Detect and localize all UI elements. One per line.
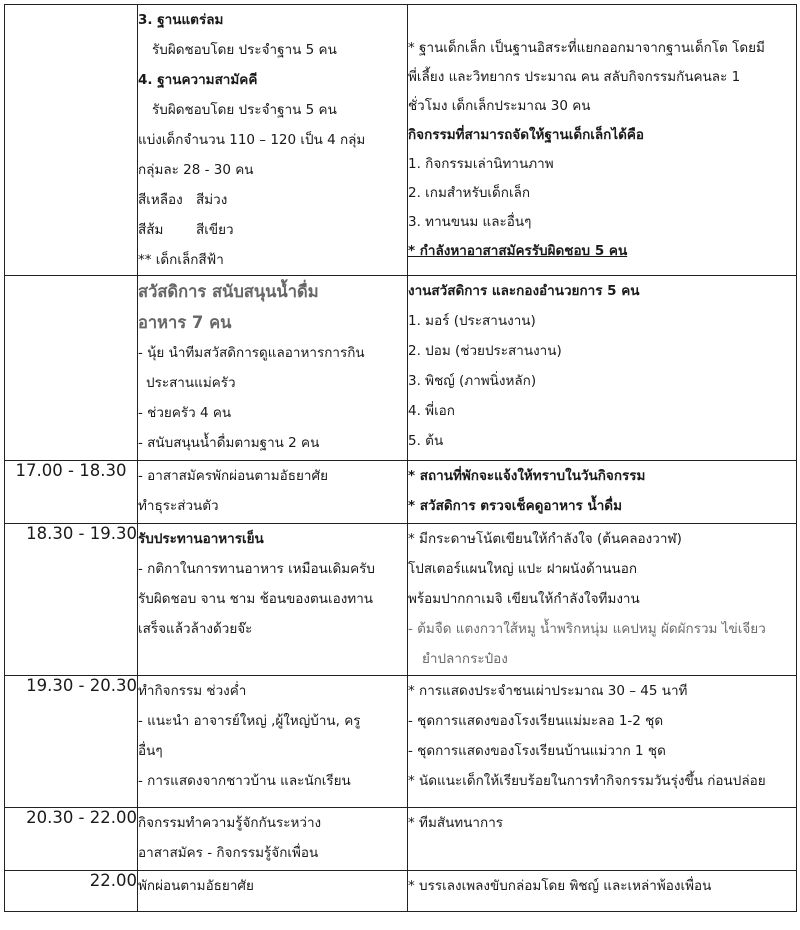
activity-line: อื่นๆ [138,743,163,759]
schedule-row [5,676,797,808]
note-line: - ชุดการแสดงของโรงเรียนบ้านแม่วาก 1 ชุด [408,743,666,759]
note-line: โปสเตอร์แผนใหญ่ แปะ ฝาผนังด้านนอก [408,561,638,577]
time-cell: 20.30 - 22.00 [5,808,138,871]
activity-line: สวัสดิการ สนับสนุนน้ำดื่ม [138,282,319,301]
note-line: ชั่วโมง เด็กเล็กประมาณ 30 คน [408,98,591,114]
note-line: * ฐานเด็กเล็ก เป็นฐานอิสระที่แยกออกมาจากฐานเด็กโต โดยมี [408,40,765,56]
note-line: * สวัสดิการ ตรวจเช็คดูอาหาร น้ำดื่ม [408,498,622,514]
note-line [408,5,796,34]
time-cell [5,5,138,276]
time-cell [5,276,138,461]
activity-cell [138,871,408,912]
note-line: 3. พิชญ์ (ภาพนิ่งหลัก) [408,373,537,389]
note-line: * บรรเลงเพลงขับกล่อมโดย พิชญ์ และเหล่าพ้องเพื่อน [408,878,712,894]
activity-line: กิจกรรมทำความรู้จักกันระหว่าง [138,815,322,831]
activity-line: - กติกาในการทานอาหาร เหมือนเดิมครับ [138,561,375,577]
note-line: 1. มอร์ (ประสานงาน) [408,313,536,329]
note-line: ยำปลากระป๋อง [422,651,508,667]
activity-cell [138,676,408,808]
activity-line: อาสาสมัคร - กิจกรรมรู้จักเพื่อน [138,845,319,861]
note-line: 3. ทานขนม และอื่นๆ [408,214,532,230]
notes-cell [408,461,797,524]
activity-line: - แนะนำ อาจารย์ใหญ่ ,ผู้ใหญ่บ้าน, ครู [138,713,361,729]
activity-line: - การแสดงจากชาวบ้าน และนักเรียน [138,773,351,789]
note-line: * ทีมสันทนาการ [408,815,504,831]
activity-cell [138,808,408,871]
color-group-label: สีม่วง [196,192,228,208]
activity-line: - อาสาสมัครพักผ่อนตามอัธยาศัย [138,468,328,484]
activity-line: - ช่วยครัว 4 คน [138,405,232,421]
notes-cell [408,5,797,276]
activity-cell [138,276,408,461]
activity-line: ทำธุระส่วนตัว [138,498,219,514]
color-group-label: สีเขียว [196,222,234,238]
activity-line: เสร็จแล้วล้างด้วยจ๊ะ [138,621,253,637]
activity-line: อาหาร 7 คน [138,313,232,332]
schedule-body [5,5,797,912]
color-group-label: สีเหลือง [138,192,183,208]
note-line: - ชุดการแสดงของโรงเรียนแม่มะลอ 1-2 ชุด [408,713,664,729]
note-line: * การแสดงประจำชนเผ่าประมาณ 30 – 45 นาที [408,683,688,699]
note-line: พร้อมปากกาเมจิ เขียนให้กำลังใจทีมงาน [408,591,640,607]
notes-cell [408,871,797,912]
activity-line: พักผ่อนตามอัธยาศัย [138,878,254,894]
note-line: 1. กิจกรรมเล่านิทานภาพ [408,156,554,172]
note-line: 2. ปอม (ช่วยประสานงาน) [408,343,562,359]
note-line: งานสวัสดิการ และกองอำนวยการ 5 คน [408,283,640,299]
notes-cell [408,808,797,871]
note-line: * มีกระดาษโน้ตเขียนให้กำลังใจ (ต้นคลองวาฬ) [408,531,682,547]
activity-line: ** เด็กเล็กสีฟ้า [138,252,224,268]
activity-line: ทำกิจกรรม ช่วงค่ำ [138,683,247,699]
notes-cell [408,676,797,808]
note-line: * กำลังหาอาสาสมัครรับผิดชอบ 5 คน [408,243,628,259]
note-line: 5. ต้น [408,433,444,449]
note-line: กิจกรรมที่สามารถจัดให้ฐานเด็กเล็กได้คือ [408,127,645,143]
schedule-row [5,808,797,871]
schedule-table [4,4,797,912]
time-cell: 18.30 - 19.30 [5,524,138,676]
schedule-row [5,461,797,524]
schedule-row [5,524,797,676]
note-line: * สถานที่พักจะแจ้งให้ทราบในวันกิจกรรม [408,468,646,484]
activity-cell [138,461,408,524]
activity-line: รับผิดชอบ จาน ชาม ช้อนของตนเองทาน [138,591,374,607]
note-line: * นัดแนะเด็กให้เรียบร้อยในการทำกิจกรรมวันรุ่งขึ้น ก่อนปล่อย [408,773,766,789]
notes-cell [408,276,797,461]
activity-line: รับผิดชอบโดย ประจำฐาน 5 คน [152,102,337,118]
schedule-row [5,871,797,912]
activity-line: รับผิดชอบโดย ประจำฐาน 5 คน [152,42,337,58]
color-group-pair [138,185,407,215]
note-line: 4. พี่เอก [408,403,455,419]
notes-cell [408,524,797,676]
activity-cell [138,5,408,276]
activity-line: แบ่งเด็กจำนวน 110 – 120 เป็น 4 กลุ่ม [138,132,366,148]
note-line: พี่เลี้ยง และวิทยากร ประมาณ คน สลับกิจกรรมกันคนละ 1 [408,69,741,85]
color-group-label: สีส้ม [138,222,164,238]
activity-line: 4. ฐานความสามัคคี [138,72,258,88]
activity-line: กลุ่มละ 28 - 30 คน [138,162,254,178]
activity-line: - นุ้ย นำทีมสวัสดิการดูแลอาหารการกิน [138,345,365,361]
time-cell: 19.30 - 20.30 [5,676,138,808]
schedule-row [5,276,797,461]
time-cell: 22.00 [5,871,138,912]
note-line: 2. เกมสำหรับเด็กเล็ก [408,185,531,201]
schedule-row [5,5,797,276]
activity-line: รับประทานอาหารเย็น [138,531,264,547]
activity-line: 3. ฐานแตร่ลม [138,12,224,28]
color-group-pair [138,215,407,245]
time-cell: 17.00 - 18.30 [5,461,138,524]
activity-cell [138,524,408,676]
note-line: - ต้มจืด แตงกวาใส้หมู น้ำพริกหนุ่ม แคปหมู ผัดผักรวม ไข่เจียว [408,621,766,637]
activity-line: ประสานแม่ครัว [146,375,236,391]
activity-line: - สนับสนุนน้ำดื่มตามฐาน 2 คน [138,435,320,451]
